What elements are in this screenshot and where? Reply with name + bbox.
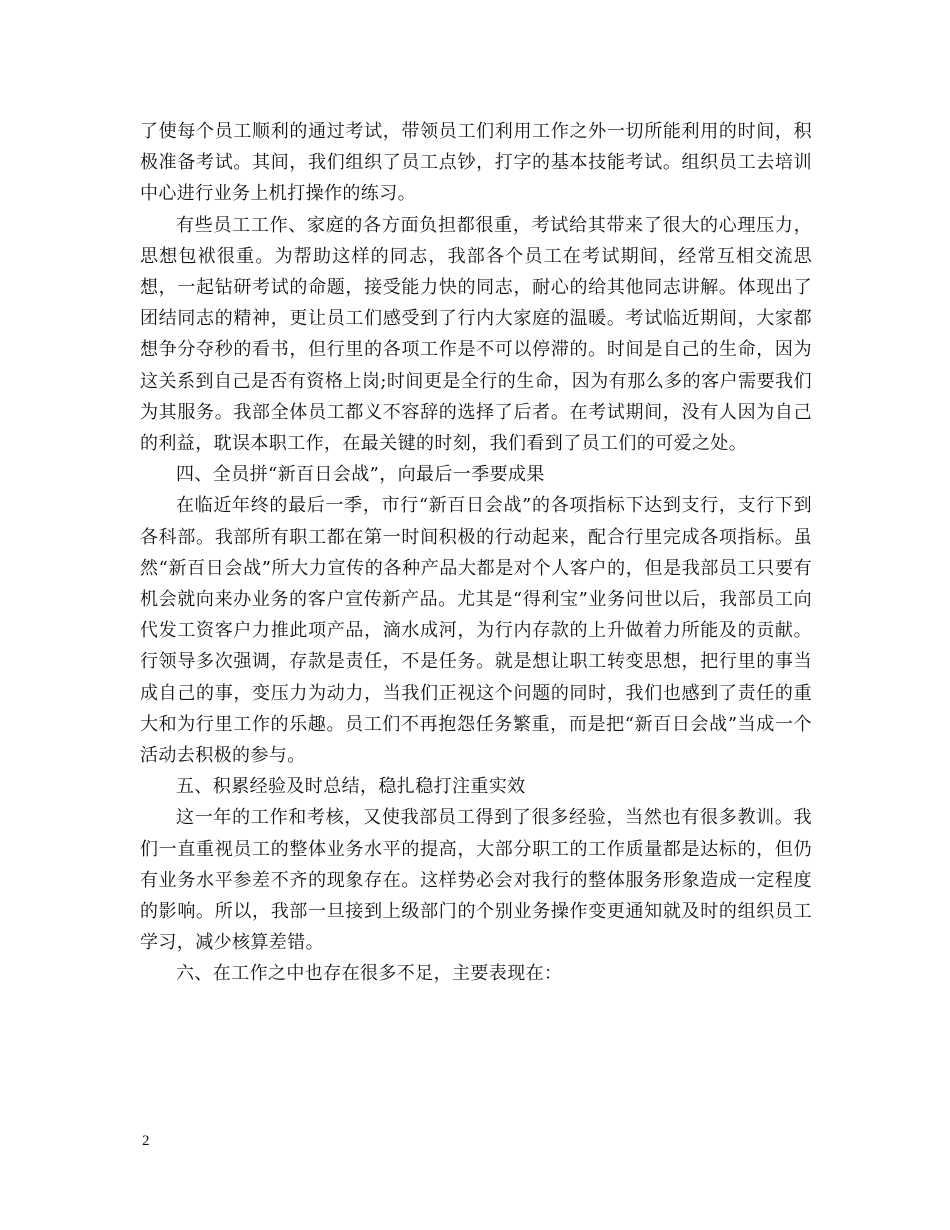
page-number: 2 [142,1133,150,1149]
document-body [140,116,812,990]
paragraph-3: 在临近年终的最后一季，市行“新百日会战”的各项指标下达到支行，支行下到各科部。我部所有职工都在第一时间积极的行动起来，配合行里完成各项指标。虽然“新百日会战”所大力宣传的各种产品大都是对个人客户的，但是我部员工只要有机会就向来办业务的客户宣传新产品。尤其是“得利宝”业务问世以后，我部员工向代发工资客户力推此项产品，滴水成河，为行内存款的上升做着力所能及的贡献。行领导多次强调，存款是责任，不是任务。就是想让职工转变思想，把行里的事当成自己的事，变压力为动力，当我们正视这个问题的同时，我们也感到了责任的重大和为行里工作的乐趣。员工们不再抱怨任务繁重，而是把“新百日会战”当成一个活动去积极的参与。 [140,495,812,767]
section-heading-6: 六、在工作之中也存在很多不足，主要表现在： [176,963,563,985]
section-heading-5: 五、积累经验及时总结，稳扎稳打注重实效 [176,776,526,798]
paragraph-2: 有些员工工作、家庭的各方面负担都很重，考试给其带来了很大的心理压力，思想包袱很重。为帮助这样的同志，我部各个员工在考试期间，经常互相交流思想，一起钻研考试的命题，接受能力快的同志，耐心的给其他同志讲解。体现出了团结同志的精神，更让员工们感受到了行内大家庭的温暖。考试临近期间，大家都想争分夺秒的看书，但行里的各项工作是不可以停滞的。时间是自己的生命，因为这关系到自己是否有资格上岗;时间更是全行的生命，因为有那么多的客户需要我们为其服务。我部全体员工都义不容辞的选择了后者。在考试期间，没有人因为自己的利益，耽误本职工作，在最关键的时刻，我们看到了员工们的可爱之处。 [140,214,812,455]
paragraph-1: 了使每个员工顺利的通过考试，带领员工们利用工作之外一切所能利用的时间，积极准备考试。其间，我们组织了员工点钞，打字的基本技能考试。组织员工去培训中心进行业务上机打操作的练习。 [140,121,812,205]
section-heading-4: 四、全员拼“新百日会战”，向最后一季要成果 [176,464,545,486]
paragraph-4: 这一年的工作和考核，又使我部员工得到了很多经验，当然也有很多教训。我们一直重视员工的整体业务水平的提高，大部分职工的工作质量都是达标的，但仍有业务水平参差不齐的现象存在。这样势必会对我行的整体服务形象造成一定程度的影响。所以，我部一旦接到上级部门的个别业务操作变更通知就及时的组织员工学习，减少核算差错。 [140,807,812,954]
